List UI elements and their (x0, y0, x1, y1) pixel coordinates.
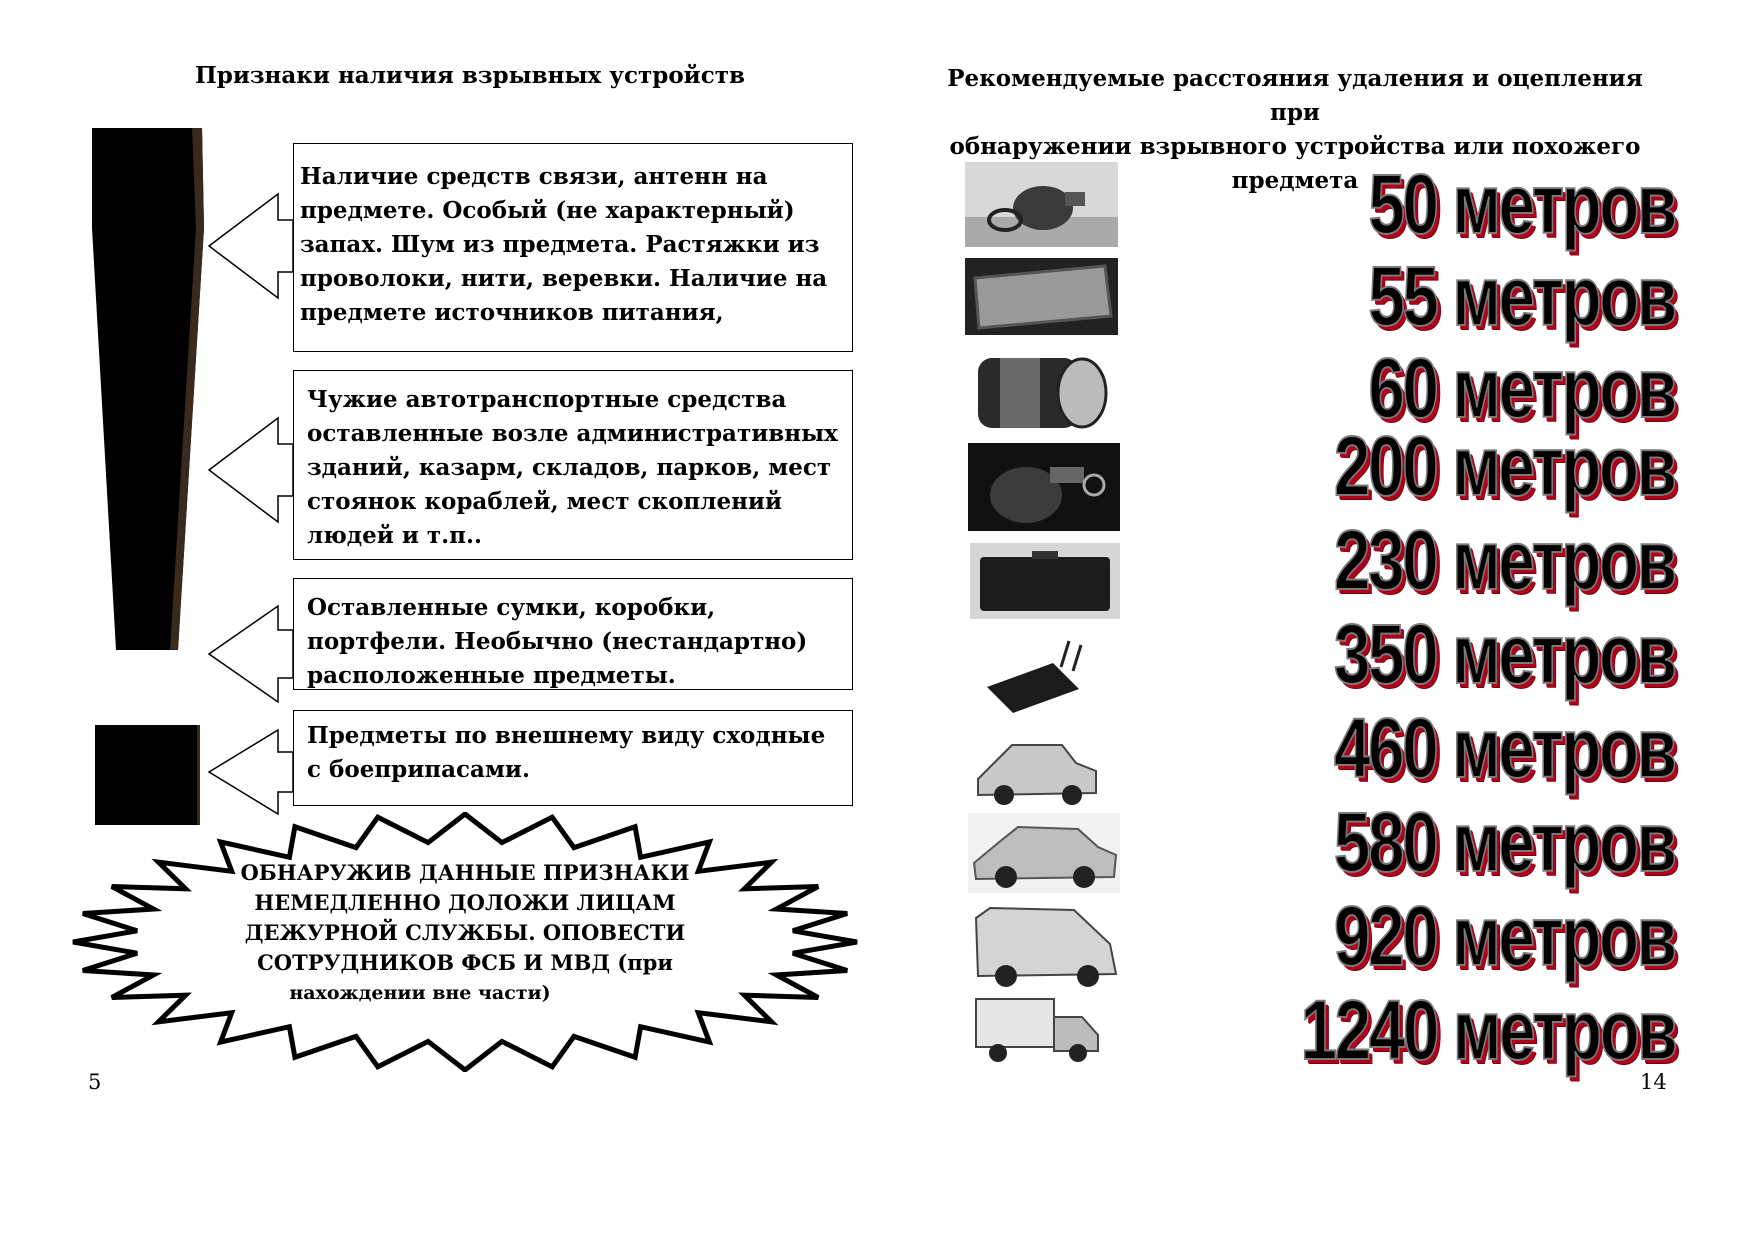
warning-line: нахождении вне части) (289, 982, 551, 1004)
truck-icon (972, 995, 1102, 1067)
distance-label: 230 метров (1334, 513, 1675, 607)
distance-label: 200 метров (1334, 419, 1675, 513)
distance-label: 350 метров (1334, 607, 1675, 701)
briefcase-icon (970, 543, 1120, 619)
distance-label: 60 метров (1368, 341, 1675, 435)
title-line: Рекомендуемые расстояния удаления и оцепления при (947, 65, 1643, 126)
exclamation-dot-icon (95, 725, 200, 825)
arrow-left-icon (208, 728, 294, 816)
sedan-car-icon (972, 733, 1102, 811)
callout-box: Оставленные сумки, коробки, портфели. Необычно (нестандартно) расположенные предметы. (293, 578, 853, 690)
volga-car-icon (968, 813, 1120, 893)
warning-line: ДЕЖУРНОЙ СЛУЖБЫ. ОПОВЕСТИ (244, 920, 686, 945)
arrow-left-icon (208, 604, 294, 704)
page-number-right: 14 (1640, 1070, 1667, 1094)
warning-line: СОТРУДНИКОВ ФСБ И МВД (при (257, 950, 673, 975)
callout-box: Чужие автотранспортные средства оставленные возле административных зданий, казарм, складов, парков, мест стоянок кораблей, мест скоплений людей и т.п.. (293, 370, 853, 560)
page-number-left: 5 (88, 1070, 102, 1094)
distance-label: 920 метров (1334, 889, 1675, 983)
callout-box: Предметы по внешнему виду сходные с боеприпасами. (293, 710, 853, 806)
beer-can-icon (970, 354, 1118, 432)
minibus-icon (970, 900, 1120, 992)
distance-label: 580 метров (1334, 795, 1675, 889)
distance-label: 50 метров (1368, 157, 1675, 251)
warning-line: ОБНАРУЖИВ ДАННЫЕ ПРИЗНАКИ (240, 860, 690, 885)
distance-label: 55 метров (1368, 249, 1675, 343)
tnt-block-icon (965, 258, 1118, 335)
warning-text (225, 858, 705, 1008)
exclamation-bar-icon (92, 128, 204, 650)
callout-box: Наличие средств связи, антенн на предмете. Особый (не характерный) запах. Шум из предмета. Растяжки из проволоки, нити, веревки. Наличие на предмете источников питания, (293, 143, 853, 352)
arrow-left-icon (208, 416, 294, 524)
distance-label: 460 метров (1334, 701, 1675, 795)
warning-line: НЕМЕДЛЕННО ДОЛОЖИ ЛИЦАМ (254, 890, 676, 915)
grenade-f1-icon (968, 443, 1120, 531)
left-page-title: Признаки наличия взрывных устройств (195, 62, 745, 89)
title-line: обнаружении взрывного устройства или похожего (949, 133, 1641, 160)
title-line: предмета (1231, 167, 1359, 194)
distance-label: 1240 метров (1300, 983, 1675, 1077)
suitcase-icon (983, 637, 1093, 717)
arrow-left-icon (208, 192, 294, 300)
grenade-rgd-icon (965, 162, 1118, 247)
